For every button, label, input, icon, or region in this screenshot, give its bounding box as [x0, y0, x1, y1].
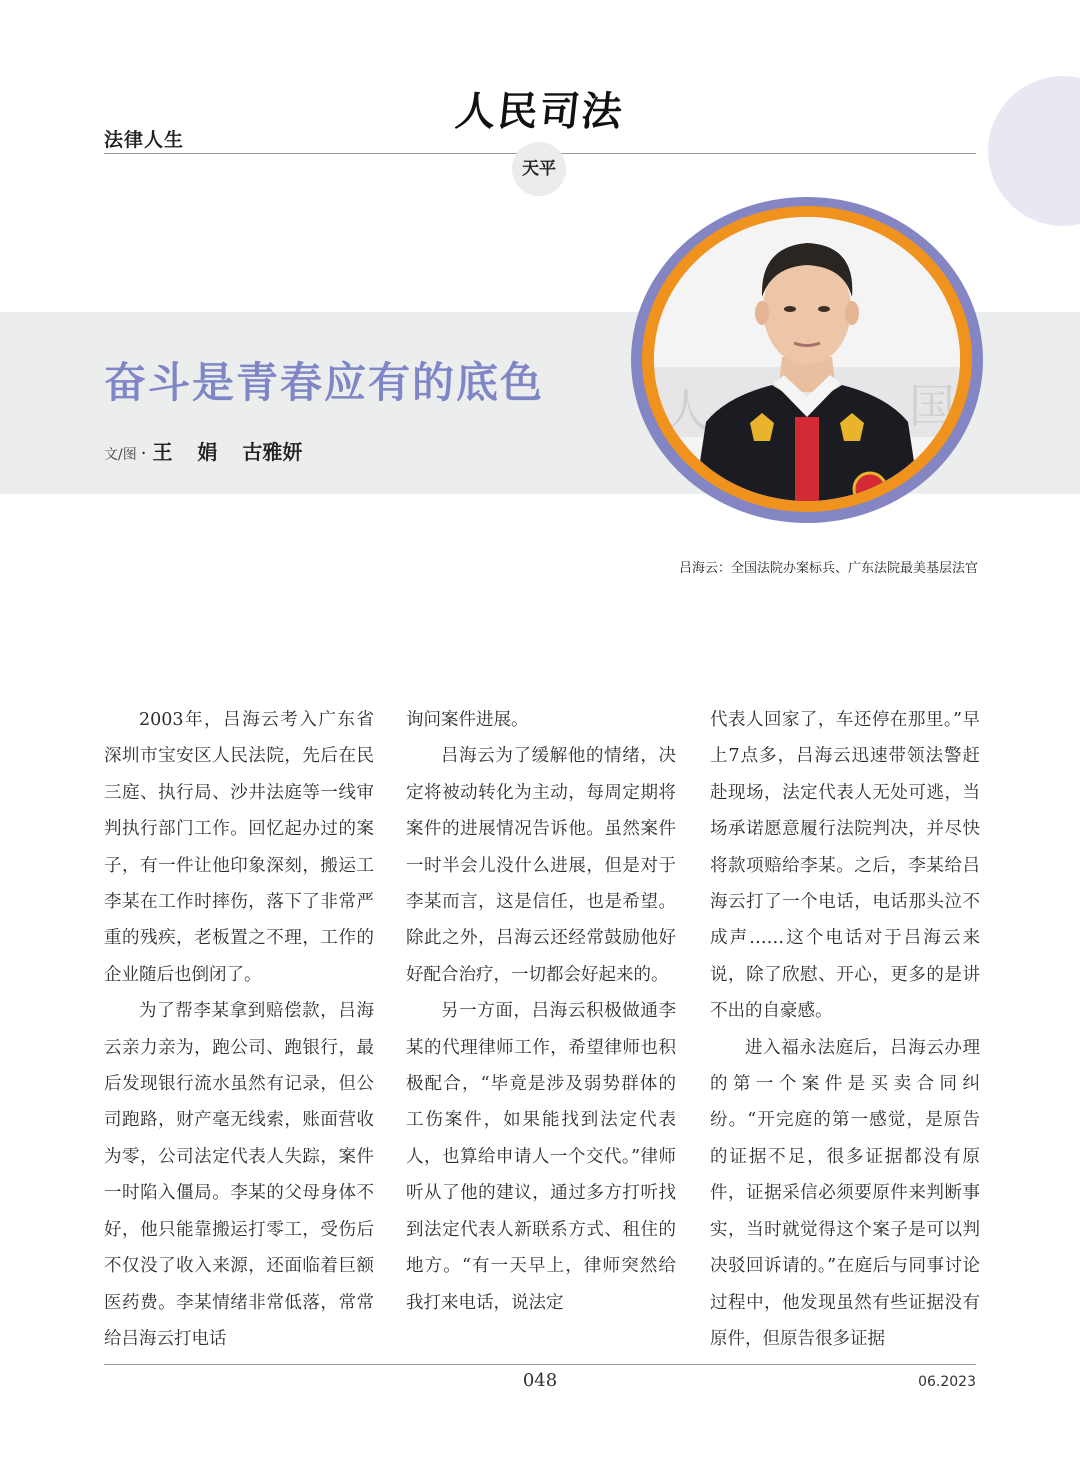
footer-divider	[104, 1364, 976, 1365]
body-paragraph: 为了帮李某拿到赔偿款，吕海云亲力亲为，跑公司、跑银行，最后发现银行流水虽然有记录，但公司跑路，财产毫无线索，账面营收为零，公司法定代表人失踪，案件一时陷入僵局。李某的父母身体不好，他只能靠搬运打零工，受伤后不仅没了收入来源，还面临着巨额医药费。李某情绪非常低落，常常给吕海云打电话	[104, 1001, 374, 1349]
article-column-1	[104, 702, 374, 1352]
column-badge: 天平	[512, 142, 566, 196]
body-paragraph: 代表人回家了，车还停在那里。”早上7点多，吕海云迅速带领法警赶赴现场，法定代表人无处可逃，当场承诺愿意履行法院判决，并尽快将款项赔给李某。之后，李某给吕海云打了一个电话，电话那头泣不成声……这个电话对于吕海云来说，除了欣慰、开心，更多的是讲不出的自豪感。	[710, 710, 980, 1022]
byline-prefix: 文/图	[104, 447, 137, 463]
article-title: 奋斗是青春应有的底色	[104, 358, 545, 407]
svg-text:国: 国	[909, 379, 955, 433]
byline-separator: ·	[140, 443, 147, 464]
photo-caption: 吕海云：全国法院办案标兵、广东法院最美基层法官	[678, 561, 978, 576]
judge-portrait	[654, 217, 960, 501]
decorative-circle	[988, 76, 1080, 226]
portrait-illustration	[654, 217, 960, 501]
article-column-2	[406, 702, 676, 1352]
byline	[104, 436, 302, 465]
svg-text:人: 人	[664, 384, 710, 438]
body-paragraph: 另一方面，吕海云积极做通李某的代理律师工作，希望律师也积极配合，“毕竟是涉及弱势群体的工伤案件，如果能找到法定代表人，也算给申请人一个交代。”律师听从了他的建议，通过多方打听找到法定代表人新联系方式、租住的地方。“有一天早上，律师突然给我打来电话，说法定	[406, 1001, 676, 1313]
body-paragraph: 询问案件进展。	[406, 710, 529, 730]
body-paragraph: 2003年，吕海云考入广东省深圳市宝安区人民法院，先后在民三庭、执行局、沙井法庭等一线审判执行部门工作。回忆起办过的案子，有一件让他印象深刻，搬运工李某在工作时摔伤，落下了非常严重的残疾，老板置之不理，工作的企业随后也倒闭了。	[104, 710, 374, 985]
article-column-3	[710, 702, 980, 1352]
body-paragraph: 吕海云为了缓解他的情绪，决定将被动转化为主动，每周定期将案件的进展情况告诉他。虽然案件一时半会儿没什么进展，但是对于李某而言，这是信任，也是希望。除此之外，吕海云还经常鼓励他好好配合治疗，一切都会好起来的。	[406, 746, 676, 985]
body-paragraph: 进入福永法庭后，吕海云办理的第一个案件是买卖合同纠纷。“开完庭的第一感觉，是原告的证据不足，很多证据都没有原件，证据采信必须要原件来判断事实，当时就觉得这个案子是可以判决驳回诉请的。”在庭后与同事讨论过程中，他发现虽然有些证据没有原件，但原告很多证据	[710, 1037, 980, 1349]
magazine-logo: 人民司法	[453, 88, 627, 135]
byline-authors: 王 娟 古雅妍	[152, 440, 303, 464]
issue-date: 06.2023	[918, 1374, 976, 1390]
page-number: 048	[522, 1370, 558, 1391]
section-label: 法律人生	[104, 129, 185, 151]
